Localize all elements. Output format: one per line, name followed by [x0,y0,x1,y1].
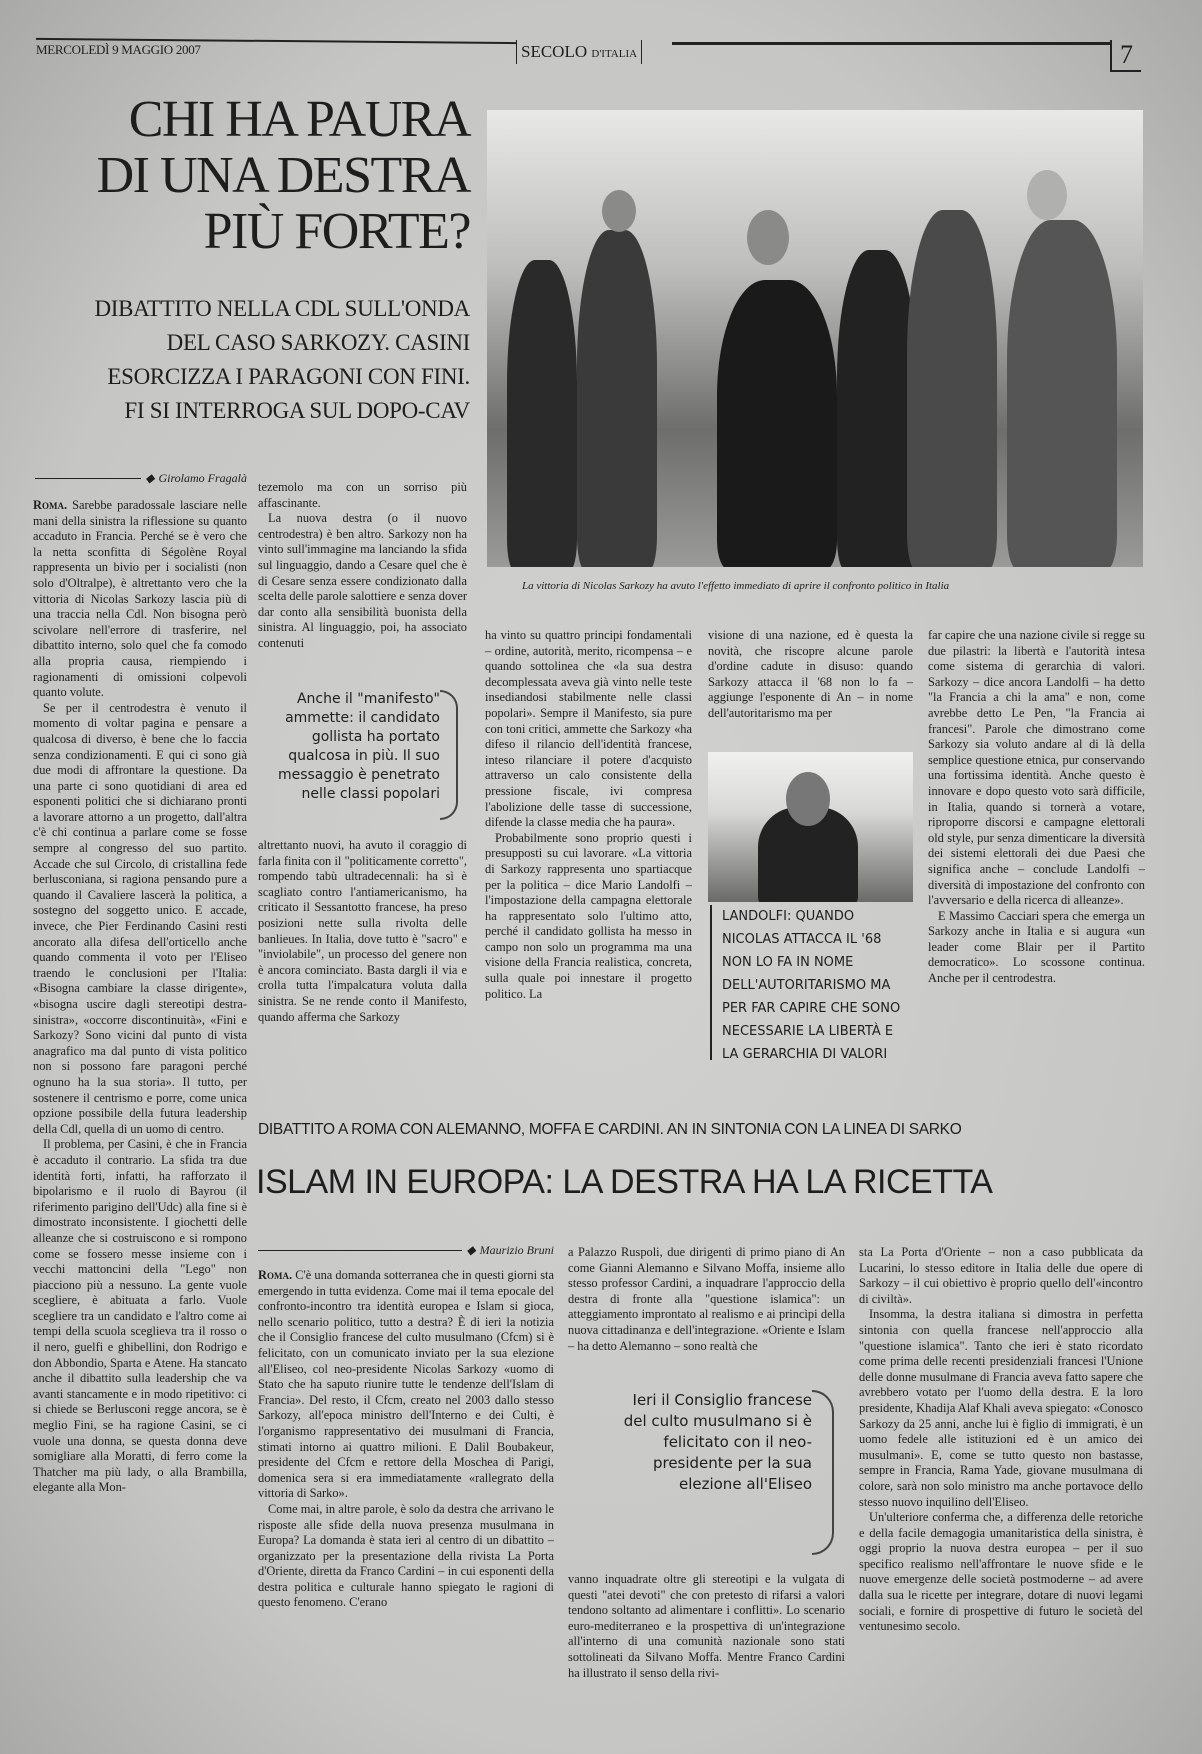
headline-line: CHI HA PAURA [128,91,470,148]
dateline: Roma. [258,1268,293,1282]
highlight-box: LANDOLFI: QUANDO NICOLAS ATTACCA IL '68 NON LO FA IN NOME DELL'AUTORITARISMO MA PER FAR CAPIRE CHE SONO NECESSARIE LA LIBERTÀ E LA GERARCHIA DI VALORI [722,909,901,1062]
byline [35,471,247,486]
article-column-1 [33,498,247,1496]
headline-line: DI UNA DESTRA [96,147,470,204]
author-name: Maurizio Bruni [479,1243,554,1257]
box-rule [710,905,712,1060]
paragraph: E Massimo Cacciari spera che emerga un Sarkozy anche in Italia e si augura «un leader come Blair per il Partito democratico». Lo scossone continua. Anche per il centrodestra. [928,908,1145,986]
paragraph: Sarebbe paradossale lasciare nelle mani della sinistra la riflessione su quanto accaduto in Francia. Perché se è vero che la netta sconfitta di Ségolène Royal rappresenta un bivio per i socialisti (non solo d'Oltralpe), è altrettanto vero che la vittoria di Nicolas Sarkozy lascia più di una traccia nella Cdl. Non bisogna però scivolare nell'errore di trasferire, nel dibattito interno, solo quel che fa comodo alla propria causa, riempiendo i ragionamenti di omissioni colpevoli quanto volute. [33,498,247,700]
subhead-line: ESORCIZZA I PARAGONI CON FINI. [107,364,470,389]
paragraph: sta La Porta d'Oriente – non a caso pubblicata da Lucarini, lo stesso editore in Italia delle due opere di Sarkozy – il cui obiettivo è proprio quello dell'«incontro di civiltà». [859,1245,1143,1306]
article2-column-2-cont [568,1572,845,1681]
subhead-line: DEL CASO SARKOZY. CASINI [166,330,470,355]
photo-face [602,190,636,232]
pull-quote: Ieri il Consiglio francese del culto musulmano si è felicitato con il neo-presidente per la sua elezione all'Eliseo [623,1391,812,1493]
page-number: 7 [1110,40,1141,72]
photo-figure [837,250,917,567]
paragraph: far capire che una nazione civile si regge su due pilastri: la libertà e l'autorità intesa come sistema di gerarchia di valori. Sarkozy – dice ancora Landolfi – ha detto "la Francia a chi la ama" e non, come avrebbe detto Le Pen, "la Francia ai francesi". Parole che dimostrano come Sarkozy sia voluto andare al di là della semplice questione etnica, pur conservando una fortissima identità. Anche questo è innovare e dopo questo voto sarà difficile, in Italia, quando si tornerà a votare, riproporre discorsi e campagne elettorali old style, pur senza dimenticare la diversità dei sistemi elettorali dei due Paesi che significa anche – conclude Landolfi – diversità di impostazione del confronto con l'avversario e della ricerca di alleanze». [928,628,1145,908]
masthead-sub: D'ITALIA [591,48,638,60]
photo-figure [1007,220,1117,567]
paragraph: Un'ulteriore conferma che, a differenza delle retoriche e della facile demagogia umanitaristica della sinistra, è oggi proprio la nuova destra europea – per il suo specifico realismo nell'affrontare le nuove sfide e le nuove emergenze delle società postmoderne – ad avere dalla sua le ricette per integrare, dotare di nuovi legami sociali, e fornire di prospettive di futuro le società del ventunesimo secolo. [859,1510,1143,1634]
article-column-2 [258,480,467,652]
photo-figure [907,210,997,567]
paragraph: Insomma, la destra italiana si dimostra in perfetta sintonia con quella francese nell'approccio alla "questione islamica". Tanto che ieri è stato ricordato come prima delle recenti presidenziali francesi l'Unione delle donne musulmane di Francia aveva fatto sapere che avrebbero votato per l'uomo della destra. E la loro presidente, Khadija Alaf Khali aveva spiegato: «Conosco Sarkozy da 25 anni, anche lui è figlio di immigrati, è un uomo fedele alle istituzioni ed è un amico dei musulmani». E, come se tutto questo non bastasse, sempre in Francia, Rama Yade, giovane musulmana di colore, sarà non solo ministro ma anche portavoce dello stesso nuovo inquilino dell'Eliseo. [859,1307,1143,1509]
article2-column-2 [568,1245,845,1354]
diamond-icon: ◆ [145,471,155,485]
paragraph: Probabilmente sono proprio questi i presupposti su cui lavorare. «La vittoria di Sarkozy rappresenta uno spartiacque per la politica – dice Mario Landolfi – l'impostazione della campagna elettorale ha rappresentato solo l'ultimo atto, perché il candidato gollista ha messo in campo non solo un programma ma una visione della Francia realistica, concreta, sulla quale poi innestare il progetto politico. La [485,830,692,1001]
article-headline [60,92,470,260]
byline [258,1243,554,1258]
masthead-name: SECOLO [521,42,588,61]
issue-date: MERCOLEDÌ 9 MAGGIO 2007 [36,42,201,57]
paragraph: a Palazzo Ruspoli, due dirigenti di primo piano di An come Gianni Alemanno e Silvano Moffa, insieme allo stesso professor Cardini, a inquadrare l'approccio della destra di fronte alla "questione islamica": un atteggiamento improntato al realismo e ai princìpi della nuova cittadinanza e dell'integrazione. «Oriente e Islam – ha detto Alemanno – sono realtà che [568,1245,845,1353]
paragraph: Il problema, per Casini, è che in Francia è accaduto il contrario. La sfida tra due identità forti, infatti, ha rafforzato il bipolarismo e il ruolo di Bayrou (il riferimento parigino dell'Udc) alla fine si è dimostrato inconsistente. I giochetti delle alleanze che si costruiscono e si rompono come se fossero messe insieme con i vecchi mattoncini della "Lego" non piacciono più a nessuno. La gente vuole scegliere, è abituata a farlo. Vuole scegliere tra un candidato e l'altro come ai tempi della scuola sceglieva tra il rosso o il nero, guelfi e ghibellini, don Rodrigo e don Abbondio, Sparta e Atene. Ha stancato anche il dibattito sulla leadership che va avanti stancamente e in modo ripetitivo: ci si chiede se Berlusconi regge ancora, se è meglio Fini, se ha ragione Casini, se ci vuole una donna, se questa donna deve somigliare alla Moratti, di ferro come la Thatcher ma più lady, o alla Brambilla, elegante alla Mon- [33,1137,247,1495]
article-column-5 [928,628,1145,987]
photo-face [1027,170,1067,220]
article2-kicker: DIBATTITO A ROMA CON ALEMANNO, MOFFA E CARDINI. AN IN SINTONIA CON LA LINEA DI SARKO [258,1121,962,1138]
paragraph: vanno inquadrate oltre gli stereotipi e la vulgata di questi "atei devoti" che con pretesto di rifarsi a valori tendono soltanto ad alimentare i conflitti». Lo scenario euro-mediterraneo e la prospettiva di un'integrazione all'interno di una comunità nazionale sono stati sottolineati da Silvano Moffa. Mentre Franco Cardini ha illustrato il senso della rivi- [568,1572,845,1680]
article2-headline: ISLAM IN EUROPA: LA DESTRA HA LA RICETTA [256,1163,993,1201]
photo-figure [507,260,577,567]
quote-brace [440,690,458,820]
photo-caption: La vittoria di Nicolas Sarkozy ha avuto l'effetto immediato di aprire il confronto politico in Italia [522,580,950,592]
article-column-3 [485,628,692,1002]
subhead-line: DIBATTITO NELLA CDL SULL'ONDA [94,296,470,321]
quote-brace [812,1390,834,1555]
subhead-line: FI SI INTERROGA SUL DOPO-CAV [124,398,470,423]
photo-face [786,772,830,826]
article2-column-1 [258,1268,554,1611]
paragraph: La nuova destra (o il nuovo centrodestra) è ben altro. Sarkozy non ha vinto sull'immagine ma lanciando la sfida sul linguaggio, dando a Cesare quel che è di Cesare senza essere condizionato dalla scelta delle parole salottiere e senza dover dar conto alla sensibilità buonista della sinistra. Al linguaggio, poi, ha associato contenuti [258,511,467,650]
paragraph: Se per il centrodestra è venuto il momento di voltar pagina e pensare a qualcosa di diverso, è bene che lo faccia senza condizionamenti. E qui ci sono già due modi di affrontare la questione. Da una parte ci sono quotidiani di area ed esponenti politici che si dichiarano pronti a lavorare attorno a un progetto, dall'altra c'è chi continua a parlare come se fosse sempre al congresso del suo partito. Accade che sul Circolo, di cristallina fede berlusconiana, si ragiona pensando pure a quando il Cavaliere lascerà la politica, a sostegno del soggetto unico. E accade, invece, che Pier Ferdinando Casini resti ancorato alla difesa dell'orticello anche quando commenta il voto per l'Eliseo traendo le conclusioni per l'Italia: «Bisogna cambiare la classe dirigente», «bisogna uscire dagli stereotipi destra-sinistra», «occorre discontinuità», «Fini e Sarkozy? Sono vicini dal punto di vista anagrafico ma dal punto di vista politico non si possono fare paragoni perché ognuno ha la sua storia». Il tutto, per sostenere il centrismo e porre, come unica opzione possibile della futura leadership della Cdl, quella di un uomo di centro. [33,700,247,1136]
photo-figure [717,280,837,567]
photo-face [747,210,789,265]
article-column-2-cont [258,838,467,1025]
dateline: Roma. [33,498,68,512]
paragraph: altrettanto nuovi, ha avuto il coraggio di farla finita con il "politicamente corretto", rompendo tabù ultradecennali: ha sì è scagliato contro l'antiamericanismo, ha criticato il Sessantotto francese, ha preso posizioni nette sulla rivolta delle banlieues. In Italia, dove tutto è "sacro" e "inviolabile", un processo del genere non è ancora cominciato. Basta dargli il via e crolla tutta l'impalcatura voluta dalla sinistra. Se ne rende conto il Manifesto, quando afferma che Sarkozy [258,838,467,1024]
diamond-icon: ◆ [466,1243,476,1257]
article-subhead [30,292,470,428]
photo-figure [577,230,657,567]
masthead [516,40,642,64]
paragraph: visione di una nazione, ed è questa la novità, che riscopre alcune parole d'ordine cadute in disuso: quando Sarkozy attacca il '68 non lo fa – aggiunge l'esponente di An – in nome dell'autoritarismo ma per [708,628,913,720]
pull-quote: Anche il "manifesto" ammette: il candidato gollista ha portato qualcosa in più. Il suo messaggio è penetrato nelle classi popolari [277,691,440,802]
sarkozy-crowd-photo [487,110,1143,567]
author-name: Girolamo Fragalà [158,471,247,485]
byline-rule [258,1250,462,1251]
paragraph: Come mai, in altre parole, è solo da destra che arrivano le risposte alle sfide della nuova presenza musulmana in Europa? La domanda è stata ieri al centro di un dibattito – organizzato per la presentazione della rivista La Porta d'Oriente, diretta da Franco Cardini – in cui esponenti della destra politica e culturale hanno spiegato le ragioni di questo fenomeno. C'erano [258,1501,554,1610]
article-column-4 [708,628,913,722]
article2-column-3 [859,1245,1143,1635]
landolfi-photo [708,752,913,902]
paragraph: tezemolo ma con un sorriso più affascinante. [258,480,467,510]
headline-line: PIÙ FORTE? [203,203,470,260]
paragraph: C'è una domanda sotterranea che in questi giorni sta emergendo in tutta evidenza. Come mai il tema epocale del confronto-incontro tra identità europea e Islam si gioca, nello scenario politico, tutto a destra? È di ieri la notizia che il Consiglio francese del culto musulmano (Cfcm) si è felicitato, con un comunicato inviato per la sua elezione all'Eliseo, col neo-presidente Nicolas Sarkozy «uomo di Stato che ha saputo riunire tutte le tendenze dell'Islam di Francia». Del resto, il Cfcm, creato nel 2003 dallo stesso Sarkozy, all'epoca ministro dell'Interno e dei Culti, è l'organismo rappresentativo dei musulmani di Francia, stimati intorno ai quattro milioni. E Dalil Boubakeur, presidente del Cfcm e rettore della Moschea di Parigi, domenica sera si era immediatamente «rallegrato della vittoria di Sarko». [258,1268,554,1501]
byline-rule [35,478,141,479]
paragraph: ha vinto su quattro principi fondamentali – ordine, autorità, merito, ricompensa – e quando sottolinea che «la sua destra decomplessata aveva già vinto nelle teste insediandosi stabilmente nelle classi popolari». Sempre il Manifesto, sia pure con toni critici, ammette che Sarkozy «ha difeso il rilancio dell'identità francese, inteso rilanciare il potere d'acquisto attraverso un calo consistente della pressione fiscale, ivi compresa l'abolizione delle tasse di successione, difende la classe media che ha paura». [485,628,692,830]
header-rule-right [672,42,1112,45]
